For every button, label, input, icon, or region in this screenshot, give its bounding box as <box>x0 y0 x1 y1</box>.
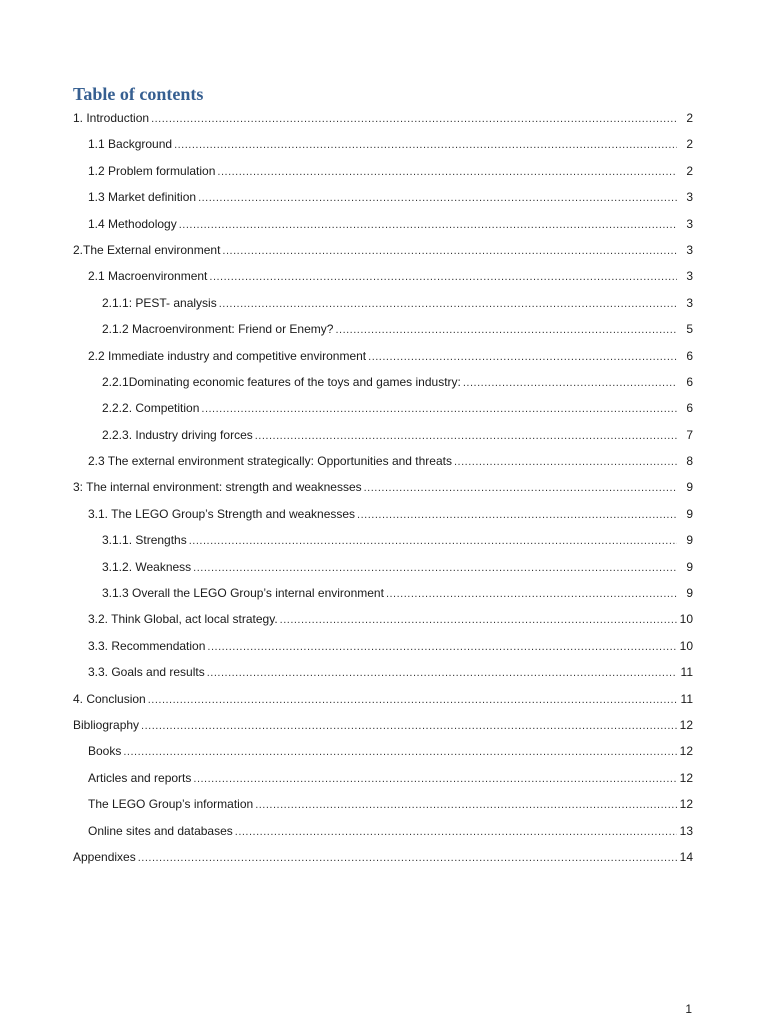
toc-entry-title: 2.2 Immediate industry and competitive environment <box>88 348 367 363</box>
toc-entry[interactable] <box>73 742 693 768</box>
toc-entry-page: 6 <box>686 348 693 363</box>
toc-entry-page: 8 <box>686 454 693 469</box>
toc-entry-title: 1.3 Market definition <box>88 190 197 205</box>
toc-dot-leader <box>219 295 677 313</box>
toc-entry-page: 9 <box>686 559 693 574</box>
toc-dot-leader <box>222 242 677 260</box>
toc-entry[interactable] <box>73 769 693 795</box>
toc-entry[interactable] <box>73 795 693 821</box>
toc-entry-page: 3 <box>686 269 693 284</box>
toc-entry[interactable] <box>73 452 693 478</box>
toc-entry[interactable] <box>73 320 693 346</box>
toc-entry-page: 9 <box>686 533 693 548</box>
toc-dot-leader <box>179 216 677 234</box>
toc-entry-page: 3 <box>686 295 693 310</box>
toc-entry[interactable] <box>73 109 693 135</box>
toc-entry[interactable] <box>73 294 693 320</box>
toc-entry-title: 2.3 The external environment strategically: Opportunities and threats <box>88 454 452 469</box>
toc-dot-leader <box>141 717 677 735</box>
toc-dot-leader <box>386 585 677 603</box>
toc-entry-title: 1.1 Background <box>88 137 173 152</box>
toc-entry-title: 3.3. Recommendation <box>88 638 206 653</box>
toc-entry-title: Online sites and databases <box>88 823 233 838</box>
toc-entry[interactable] <box>73 505 693 531</box>
toc-entry-page: 12 <box>679 744 693 759</box>
toc-dot-leader <box>151 110 677 128</box>
toc-dot-leader <box>364 479 677 497</box>
toc-entry[interactable] <box>73 188 693 214</box>
toc-dot-leader <box>174 136 677 154</box>
toc-entry[interactable] <box>73 162 693 188</box>
toc-dot-leader <box>198 189 677 207</box>
toc-dot-leader <box>148 691 677 709</box>
toc-entry-title: Appendixes <box>73 849 136 864</box>
toc-entry[interactable] <box>73 716 693 742</box>
toc-entry-title: 1. Introduction <box>73 111 150 125</box>
toc-dot-leader <box>193 770 677 788</box>
toc-entry[interactable] <box>73 267 693 293</box>
toc-entry[interactable] <box>73 690 693 716</box>
toc-entry[interactable] <box>73 399 693 425</box>
toc-entry[interactable] <box>73 135 693 161</box>
toc-entry-page: 10 <box>679 638 693 653</box>
toc-entry-page: 7 <box>686 427 693 442</box>
toc-entry-title: The LEGO Group’s information <box>88 797 254 812</box>
toc-entry-title: 2.1.2 Macroenvironment: Friend or Enemy? <box>102 322 334 337</box>
toc-entry-page: 2 <box>686 137 693 152</box>
toc-dot-leader <box>280 611 677 629</box>
toc-entry-page: 12 <box>679 770 693 785</box>
toc-entry-page: 11 <box>680 665 693 680</box>
toc-dot-leader <box>357 506 677 524</box>
toc-entry[interactable] <box>73 848 693 874</box>
toc-entry[interactable] <box>73 478 693 504</box>
toc-entry[interactable] <box>73 531 693 557</box>
toc-entry-title: 3.1. The LEGO Group’s Strength and weaknesses <box>88 506 356 521</box>
toc-entry-title: Books <box>88 744 122 759</box>
toc-entry[interactable] <box>73 215 693 241</box>
toc-dot-leader <box>207 664 677 682</box>
toc-entry-page: 5 <box>686 322 693 337</box>
toc-entry-page: 12 <box>679 797 693 812</box>
toc-entry-page: 9 <box>686 586 693 601</box>
toc-entry-title: Bibliography <box>73 717 140 732</box>
toc-dot-leader <box>217 163 677 181</box>
toc-entry-title: 3.1.3 Overall the LEGO Group’s internal environment <box>102 586 384 601</box>
toc-heading: Table of contents <box>73 84 204 104</box>
toc-entry-title: 2.The External environment <box>73 242 221 257</box>
toc-entry-page: 2 <box>686 111 693 125</box>
toc-entry-page: 12 <box>679 717 693 732</box>
toc-entry-page: 3 <box>686 242 693 257</box>
toc-entry-page: 9 <box>686 506 693 521</box>
toc-entry[interactable] <box>73 610 693 636</box>
toc-entry-page: 3 <box>686 190 693 205</box>
toc-dot-leader <box>138 849 677 867</box>
toc-entry-title: 3.1.2. Weakness <box>102 559 192 574</box>
toc-entry[interactable] <box>73 637 693 663</box>
toc-entry[interactable] <box>73 822 693 848</box>
toc-entry-title: 2.1.1: PEST- analysis <box>102 295 217 310</box>
toc-entry-title: 1.2 Problem formulation <box>88 163 216 178</box>
toc-dot-leader <box>235 823 677 841</box>
toc-entry-page: 11 <box>680 691 693 706</box>
toc-dot-leader <box>454 453 677 471</box>
toc-entry-title: 2.1 Macroenvironment <box>88 269 208 284</box>
toc-dot-leader <box>193 559 677 577</box>
toc-entry[interactable] <box>73 426 693 452</box>
toc-entry[interactable] <box>73 241 693 267</box>
toc-entry-page: 3 <box>686 216 693 231</box>
toc-entry-title: 4. Conclusion <box>73 691 146 706</box>
toc-dot-leader <box>201 400 677 418</box>
toc-dot-leader <box>209 268 677 286</box>
toc-entry[interactable] <box>73 558 693 584</box>
toc-dot-leader <box>189 532 677 550</box>
toc-entry-title: 3: The internal environment: strength and weaknesses <box>73 480 362 495</box>
toc-entry-page: 10 <box>679 612 693 627</box>
toc-dot-leader <box>123 743 677 761</box>
toc-entry-title: 2.2.3. Industry driving forces <box>102 427 253 442</box>
toc-entry-page: 6 <box>686 374 693 389</box>
toc-entry-title: 2.2.2. Competition <box>102 401 200 416</box>
toc-entry-title: 3.1.1. Strengths <box>102 533 187 548</box>
toc-entry-title: 1.4 Methodology <box>88 216 177 231</box>
toc-entry-page: 2 <box>686 163 693 178</box>
toc-entry-page: 14 <box>679 849 693 864</box>
toc-entry[interactable] <box>73 347 693 373</box>
toc-list <box>73 109 693 874</box>
toc-dot-leader <box>368 348 677 366</box>
toc-entry-title: 3.3. Goals and results <box>88 665 205 680</box>
toc-dot-leader <box>207 638 677 656</box>
toc-entry[interactable] <box>73 584 693 610</box>
toc-entry-title: 3.2. Think Global, act local strategy. <box>88 612 278 627</box>
toc-entry[interactable] <box>73 373 693 399</box>
toc-entry-page: 13 <box>679 823 693 838</box>
toc-entry-title: 2.2.1Dominating economic features of the toys and games industry: <box>102 374 461 389</box>
toc-dot-leader <box>255 796 677 814</box>
toc-dot-leader <box>335 321 677 339</box>
toc-entry-title: Articles and reports <box>88 770 192 785</box>
toc-dot-leader <box>255 427 677 445</box>
toc-entry[interactable] <box>73 663 693 689</box>
toc-dot-leader <box>463 374 677 392</box>
toc-entry-page: 6 <box>686 401 693 416</box>
toc-entry-page: 9 <box>686 480 693 495</box>
page-number: 1 <box>685 1002 692 1016</box>
